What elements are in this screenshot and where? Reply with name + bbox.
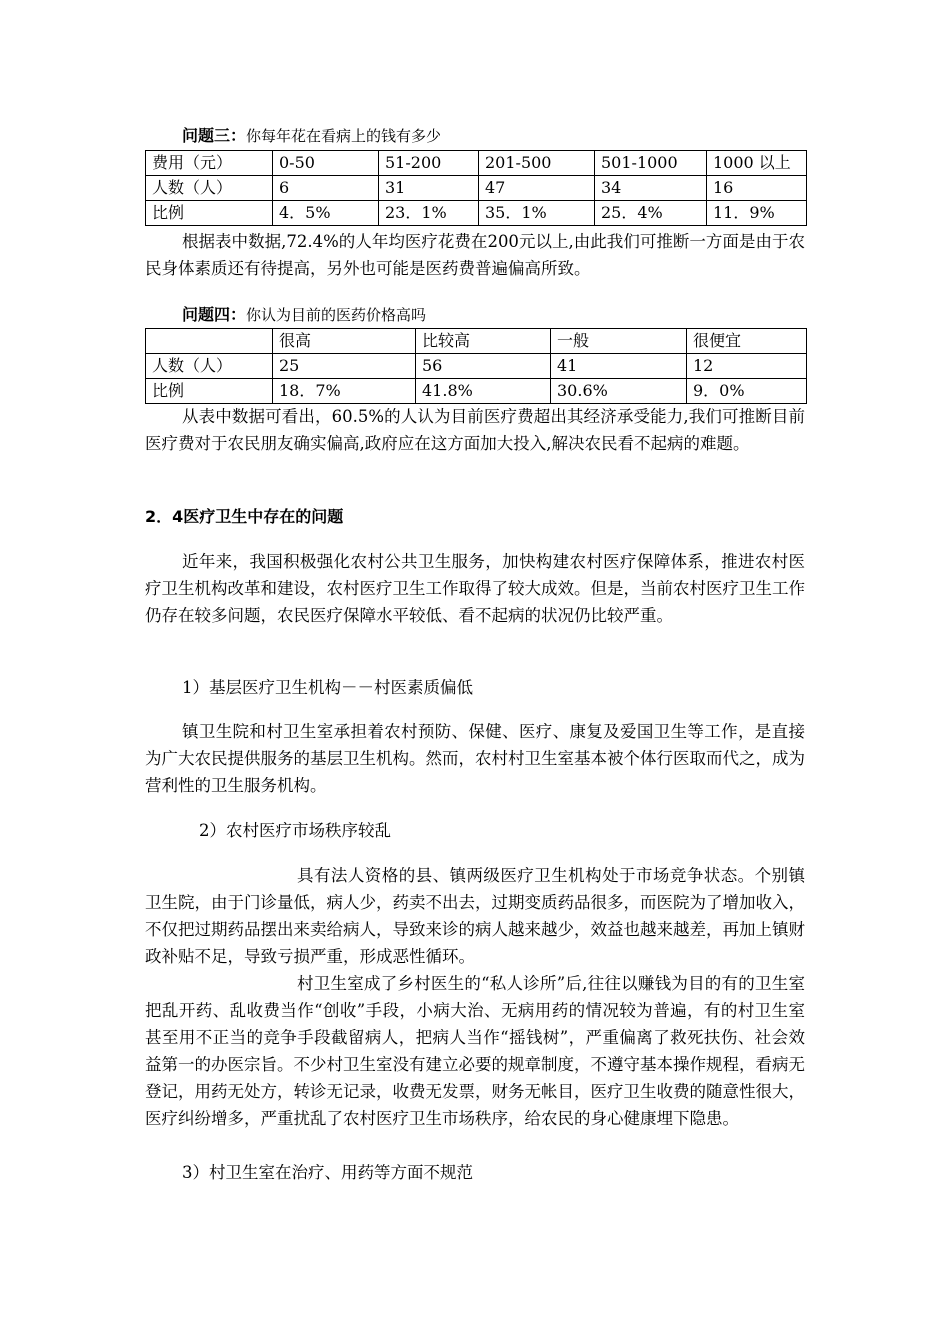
table-cell: 51-200 (379, 151, 479, 176)
table-cell: 35．1% (479, 201, 595, 226)
table-cell: 23．1% (379, 201, 479, 226)
table-cell: 一般 (551, 329, 687, 354)
table-cell: 34 (595, 176, 707, 201)
table-cell: 比例 (146, 379, 273, 404)
table-row (146, 201, 807, 226)
table-cell: 41.8% (416, 379, 551, 404)
table-cell: 9．0% (687, 379, 807, 404)
table-cell: 人数（人） (146, 354, 273, 379)
q3-analysis: 根据表中数据,72.4%的人年均医疗花费在200元以上,由此我们可推断一方面是由于农民身体素质还有待提高，另外也可能是医药费普遍偏高所致。 (145, 232, 805, 278)
table-cell: 25 (273, 354, 416, 379)
table-cell: 比较高 (416, 329, 551, 354)
table-cell: 很高 (273, 329, 416, 354)
q4-analysis: 从表中数据可看出，60.5%的人认为目前医疗费超出其经济承受能力,我们可推断目前医疗费对于农民朋友确实偏高,政府应在这方面加大投入,解决农民看不起病的难题。 (145, 407, 805, 453)
table-cell: 1000 以上 (707, 151, 807, 176)
q4-title (182, 305, 426, 325)
table-cell: 18．7% (273, 379, 416, 404)
table-cell: 12 (687, 354, 807, 379)
table-row (146, 354, 807, 379)
q3-label: 问题三： (182, 126, 247, 145)
q4-label: 问题四： (182, 305, 247, 324)
item3-title: 3）村卫生室在治疗、用药等方面不规范 (182, 1163, 473, 1182)
table-cell: 比例 (146, 201, 273, 226)
table-cell: 11．9% (707, 201, 807, 226)
section-intro: 近年来，我国积极强化农村公共卫生服务，加快构建农村医疗保障体系，推进农村医疗卫生机构改革和建设，农村医疗卫生工作取得了较大成效。但是，当前农村医疗卫生工作仍存在较多问题，农民医疗保障水平较低、看不起病的状况仍比较严重。 (145, 552, 805, 625)
table-cell: 501-1000 (595, 151, 707, 176)
q4-question: 你认为目前的医药价格高吗 (246, 306, 427, 324)
table-cell: 0-50 (273, 151, 379, 176)
table-cell: 费用（元） (146, 151, 273, 176)
q3-title (182, 126, 441, 146)
table-cell: 31 (379, 176, 479, 201)
table-cell: 41 (551, 354, 687, 379)
item2-title: 2）农村医疗市场秩序较乱 (199, 821, 391, 840)
table-row (146, 329, 807, 354)
table-cell: 25．4% (595, 201, 707, 226)
table-cell (146, 329, 273, 354)
section-heading: 2．4医疗卫生中存在的问题 (145, 507, 344, 526)
table-cell: 16 (707, 176, 807, 201)
item2-text1: 具有法人资格的县、镇两级医疗卫生机构处于市场竞争状态。个别镇卫生院，由于门诊量低，病人少，药卖不出去，过期变质药品很多，而医院为了增加收入，不仅把过期药品摆出来卖给病人，导致来诊的病人越来越少，效益也越来越差，再加上镇财政补贴不足，导致亏损严重，形成恶性循环。 (145, 866, 805, 966)
table-row (146, 176, 807, 201)
table-cell: 56 (416, 354, 551, 379)
table-cell: 201-500 (479, 151, 595, 176)
q3-table (145, 150, 807, 226)
table-row (146, 151, 807, 176)
table-cell: 4．5% (273, 201, 379, 226)
table-cell: 6 (273, 176, 379, 201)
table-cell: 30.6% (551, 379, 687, 404)
item1-text: 镇卫生院和村卫生室承担着农村预防、保健、医疗、康复及爱国卫生等工作，是直接为广大农民提供服务的基层卫生机构。然而，农村村卫生室基本被个体行医取而代之，成为营利性的卫生服务机构。 (145, 722, 805, 795)
table-cell: 很便宜 (687, 329, 807, 354)
table-cell: 人数（人） (146, 176, 273, 201)
table-row (146, 379, 807, 404)
q3-question: 你每年花在看病上的钱有多少 (246, 127, 442, 145)
item2-text2: 村卫生室成了乡村医生的“私人诊所”后,往往以赚钱为目的有的卫生室把乱开药、乱收费当作“创收”手段，小病大治、无病用药的情况较为普遍，有的村卫生室甚至用不正当的竞争手段截留病人，把病人当作“摇钱树”，严重偏离了救死扶伤、社会效益第一的办医宗旨。不少村卫生室没有建立必要的规章制度，不遵守基本操作规程，看病无登记，用药无处方，转诊无记录，收费无发票，财务无帐目，医疗卫生收费的随意性很大，医疗纠纷增多，严重扰乱了农村医疗卫生市场秩序，给农民的身心健康埋下隐患。 (145, 974, 805, 1128)
item1-title: 1）基层医疗卫生机构－－村医素质偏低 (182, 678, 473, 697)
table-cell: 47 (479, 176, 595, 201)
q4-table (145, 328, 807, 404)
